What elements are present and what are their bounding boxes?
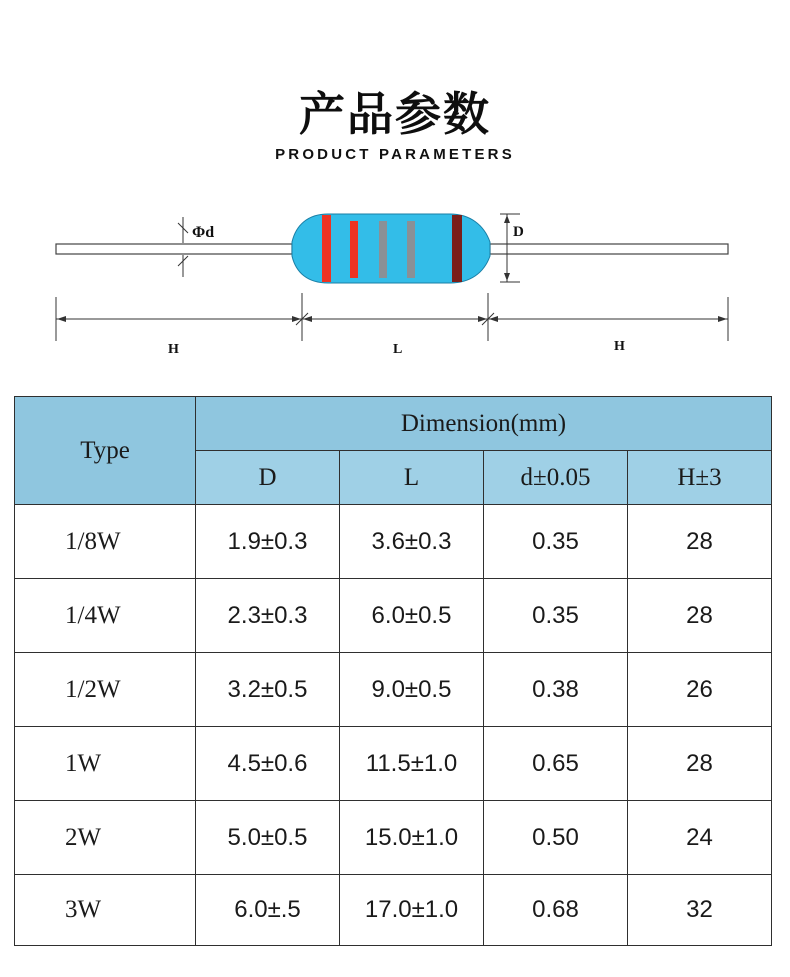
table-header-row	[15, 397, 772, 451]
column-header-text: D	[258, 463, 277, 491]
L-cell: 17.0±1.0	[340, 875, 484, 946]
column-header-d	[484, 451, 628, 505]
table-row	[15, 875, 772, 946]
d-cell: 0.38	[484, 653, 628, 727]
H-left-label: H	[168, 342, 179, 357]
H-cell: 32	[628, 875, 772, 946]
color-band-4	[407, 221, 415, 278]
type-cell: 1/4W	[15, 579, 196, 653]
H-cell: 28	[628, 505, 772, 579]
column-header-H	[628, 451, 772, 505]
column-header-text: d±0.05	[520, 463, 591, 491]
D-cell: 6.0±.5	[196, 875, 340, 946]
d-cell: 0.35	[484, 505, 628, 579]
L-cell: 6.0±0.5	[340, 579, 484, 653]
d-cell: 0.68	[484, 875, 628, 946]
table-row	[15, 727, 772, 801]
type-header: Type	[80, 436, 130, 464]
color-band-2	[350, 221, 358, 278]
L-cell: 9.0±0.5	[340, 653, 484, 727]
H-cell: 26	[628, 653, 772, 727]
D-cell: 4.5±0.6	[196, 727, 340, 801]
L-cell: 15.0±1.0	[340, 801, 484, 875]
H-right-label: H	[614, 339, 625, 354]
resistor-dimension-diagram	[0, 195, 790, 365]
table-row	[15, 801, 772, 875]
parameters-table	[14, 396, 772, 946]
type-cell: 3W	[15, 875, 196, 946]
L-cell: 11.5±1.0	[340, 727, 484, 801]
page-title: 产品参数	[299, 87, 491, 141]
type-cell: 2W	[15, 801, 196, 875]
type-header-cell	[15, 397, 196, 505]
d-cell: 0.65	[484, 727, 628, 801]
L-label: L	[393, 342, 403, 357]
column-header-text: L	[403, 463, 420, 491]
d-cell: 0.50	[484, 801, 628, 875]
column-header-L	[340, 451, 484, 505]
D-cell: 3.2±0.5	[196, 653, 340, 727]
H-cell: 28	[628, 579, 772, 653]
table-row	[15, 653, 772, 727]
column-header-D	[196, 451, 340, 505]
H-cell: 24	[628, 801, 772, 875]
phi-d-label: Φd	[192, 224, 215, 241]
d-cell: 0.35	[484, 579, 628, 653]
type-cell: 1W	[15, 727, 196, 801]
L-cell: 3.6±0.3	[340, 505, 484, 579]
table-row	[15, 505, 772, 579]
type-cell: 1/2W	[15, 653, 196, 727]
D-cell: 5.0±0.5	[196, 801, 340, 875]
color-band-3	[379, 221, 387, 278]
type-cell: 1/8W	[15, 505, 196, 579]
color-band-1	[322, 215, 331, 282]
table-row	[15, 579, 772, 653]
dimension-group-header: Dimension(mm)	[400, 409, 567, 437]
D-cell: 2.3±0.3	[196, 579, 340, 653]
lead-right	[490, 244, 728, 254]
lead-left	[56, 244, 292, 254]
D-cell: 1.9±0.3	[196, 505, 340, 579]
dimension-group-header-cell	[196, 397, 772, 451]
page-subtitle: PRODUCT PARAMETERS	[275, 146, 515, 163]
H-cell: 28	[628, 727, 772, 801]
column-header-text: H±3	[677, 463, 722, 491]
color-band-5	[452, 215, 462, 282]
D-label: D	[513, 224, 524, 240]
